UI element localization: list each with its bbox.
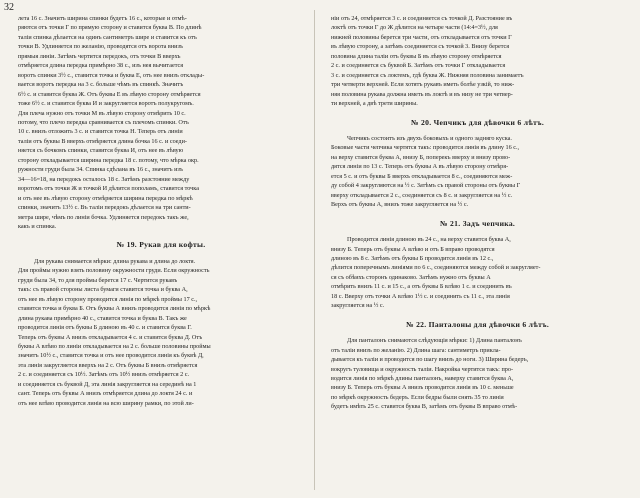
text-line: Для плеча нужно отъ точки М въ лѣвую сторону отмѣрить 10 с. [18,109,186,117]
text-line: такъ: съ правой стороны листа бумаги ставится точка и буква А, [18,286,188,294]
text-line: и отъ нее въ лѣвую сторону отмѣряется ширина передка по мѣркѣ [18,194,193,202]
left-top-paragraph [18,14,304,231]
right-column [331,14,624,412]
text-line: отъ талiи внизъ по желанiю. 2) Длина шага: сантиметръ прикла- [331,346,501,354]
text-line: ся съ обѣихъ сторонъ одинаково. Затѣмъ нужно отъ буквы А [331,273,491,281]
section-21-title: № 21. Задъ чепчика. [439,218,516,228]
text-line: значитъ 10½ с., ставится точка и отъ нее проводится линiя къ буквѣ Д, [18,352,204,360]
page-number: 32 [4,2,14,13]
text-line: внизу Б. Теперь отъ буквы А влѣво и отъ Б вправо проводятся [331,245,495,253]
text-line: и соединяется съ буквой Д, эта линiя закругляется на серединѣ на 1 [18,380,197,388]
text-line: Для проймы нужно взять половину окружности груди. Если окружность [18,267,210,275]
text-line: отмѣряется длина передка примѣрно 38 с., изъ нея вычитается [18,62,184,70]
text-line: буквы А влѣво по линiи откладывается на 2 с. больше половины проймы [18,342,211,350]
text-line: потому, что плечо передка сравнивается съ плечомъ спинки. Отъ [18,118,189,126]
text-line: отъ нее влѣво проводится линiя на всю ширину рамки, по этой ли- [18,399,194,407]
column-divider [314,10,315,490]
text-line: ружности груди была 34. Спинка сдѣлана въ 16 с., значитъ изъ [18,166,183,174]
text-line: дѣлится поперечнымъ линiями по 6 с., соединяются между собой и закругляет- [331,264,541,272]
text-line: дывается къ талiи и проводится по шагу внизъ до ноги. 3) Ширина бедеръ, [331,356,529,364]
text-line: 6½ с. и ставится буква Ж. Отъ буквы Е въ лѣвую сторону отмѣряется [18,90,201,98]
text-line: вается воротъ передка на 3 с. больше чѣмъ въ спинкѣ. Значитъ [18,81,184,89]
right-top-paragraph [331,14,624,109]
text-line: закругляется на ½ с. [331,302,385,310]
section-20-paragraph [331,134,624,210]
text-line: три четверти верхней. Если хотятъ рукавъ иметь болѣе узкiй, то ниж- [331,81,515,89]
text-line: нижней половины берется три части, отъ откладывается отъ точки Г [331,33,512,41]
text-line: вокругъ туловища и окружность талiи. Накройка чертится такъ: про- [331,365,513,373]
text-line: ду собой 4 закругляются на ½ с. Затѣмъ съ правой стороны отъ буквы Г [331,182,521,190]
text-line: 10 с. внизъ отложить 3 с. и ставится точка Н. Теперь отъ линiи [18,128,183,136]
text-line: Проводится линiя длиною въ 24 с., на верху ставится буква А, [347,236,511,244]
text-line: точки В. Удлиняется по желанiю, проводятся отъ ворота внизъ [18,43,184,51]
text-line: проводится линiя отъ буквы Б длиною въ 40 с. и ставится буква Г. [18,324,192,332]
text-line: на верху ставится буква А, внизу Б, поперекъ вверху и внизу прово- [331,153,511,161]
text-line: сант. Теперь отъ буквы А внизъ отмѣряется длина до локтя 24 с. и [18,390,193,398]
section-20-title: № 20. Чепчикъ для дѣвочки 6 лѣтъ. [410,117,545,127]
text-line: длиною въ 8 с. Затѣмъ отъ буквы Б проводится линiя въ 12 с., [331,254,494,262]
section-21-paragraph [331,235,624,311]
section-22-title: № 22. Панталоны для дѣвочки 6 лѣтъ. [405,319,550,329]
text-line: тоже 6½ с. и ставится буква И и закругляется воротъ полукругомъ. [18,100,194,108]
text-line: метра шире, чѣмъ по линiи бочка. Удлиняется передокъ такъ же, [18,213,189,221]
section-19-paragraph [18,257,304,408]
text-line: лета 16 с. Значитъ ширина спинки будетъ 16 с., которые и отмѣ- [18,15,187,22]
text-line: въ лѣвую сторону, а затѣмъ соединяется съ точкой 3. Внизу берется [331,43,510,51]
text-line: няется съ бочкомъ спинки, ставится буква И, отъ нее въ лѣвую [18,147,184,155]
text-line: отъ нее въ лѣвую сторону проводится линiя по мѣркѣ проймы 17 с., [18,295,198,303]
text-line: Верхъ отъ буквы А, внизъ тоже закругляется на ½ с. [331,201,469,209]
text-line: будетъ имѣть 25 с. ставится буква В, затѣмъ отъ буквы В вправо отмѣ- [331,403,518,411]
text-line: по мѣркѣ окружность бедеръ. Если бедры были снять 35 то линiя [331,393,504,401]
text-line: Для рукава снимается мѣрки: длина рукава и длина до локтя. [34,257,196,265]
text-line: ряются отъ точки Г по прямую сторону и ставится буква В. По длинѣ [18,24,202,32]
text-line: няя половина рукава должна иметь въ локтѣ и въ низу не три четвер- [331,90,513,98]
text-line: воротомъ отъ точки Ж и точкой И дѣлится пополамъ, ставится точка [18,185,199,193]
section-19-title: № 19. Рукав для кофты. [116,240,206,250]
text-line: отмѣрить внизъ 11 с. и 15 с., а отъ буквы Б влѣво 1 с. и соединить въ [331,283,512,291]
text-line: прямыя линiи. Затѣмъ чертится передокъ, отъ точки В вверхъ [18,52,181,60]
text-line: ти верхней, а двѣ трети ширины. [331,100,418,108]
section-22-paragraph [331,336,624,412]
text-line: спинки, значитъ 13½ с. Въ талiи передокъ дѣлается на три санти- [18,204,191,212]
text-line: воротъ спинки 3½ с., ставится точка и буква Е, отъ нее внизъ отклады- [18,71,205,79]
text-line: эта линiя закругляется вверхъ на 2 с. Отъ буквы Б внизъ отмѣряется [18,361,198,369]
text-line: Теперь отъ буквы А внизъ откладывается 4 с. и ставится буква Д. Отъ [18,333,203,341]
text-line: ставится точка и буква Б. Отъ буквы А внизъ проводится линiя по мѣркѣ [18,305,211,313]
text-line: талiи отъ буквы В вверхъ отмѣряется длина бочка 16 с. и соеди- [18,137,187,145]
text-line: Чепчикъ состоитъ изъ двухъ боковыхъ и одного задняго куска. [347,134,512,142]
text-line: нiи отъ 24, отмѣряется 3 с. и соединяется съ точкой Д. Разстояние въ [331,15,513,22]
text-line: водится линiя по мѣркѣ длины панталонъ, наверху ставится буква А, [331,374,514,382]
text-line: ется 5 с. и отъ буквы Б вверхъ откладывается 8 с., соединяются меж- [331,172,513,180]
text-line: Боковые части чепчика чертятся такъ: проводится линiя въ длину 16 с., [331,144,520,152]
text-line: вверху откладывается 2 с., соединяется съ 8 с. и закругляется на ½ с. [331,191,513,199]
text-line: талiи спинка дѣлается на одинъ сантиметръ шире и ставится къ отъ [18,33,197,41]
text-line: локтѣ отъ точки Г до Ж дѣлится на четыре части (14:4=3½, для [331,24,498,32]
text-line: половина длина талiи отъ буквы Б въ лѣвую сторону отмѣряется [331,52,502,60]
text-line: 3 с. и соединяется съ локтемъ, гдѣ буква Ж. Нижняя половина занимаетъ [331,71,524,79]
text-line: груди была 34, то для проймы берется 17 с. Чертится рукавъ [18,276,178,284]
text-line: дятся линiи по 13 с. Теперь отъ буквы А въ лѣвую сторону отмѣря- [331,163,509,171]
text-line: внизу Б. Теперь отъ буквы А внизъ проводится линiя въ 10 с. меньше [331,384,514,392]
text-line: 34—16=18, на передокъ осталось 18 с. Затѣмъ разстояние между [18,175,190,183]
text-line: сторону откладывается ширина передка 18 с. потому, что мѣрка окр. [18,156,199,164]
text-line: 2 с. и соединяется съ 10½. Затѣмъ отъ 10½ внизъ отмѣряется 2 с. [18,371,190,379]
text-line: 18 с. Вверху отъ точки А влѣво 1½ с. и соединить съ 11 с., эта линiя [331,292,510,300]
text-line: Для панталонъ снимаются слѣдующiя мѣрки: 1) Длина панталонъ [347,337,522,345]
text-line: какъ и спинка. [18,222,57,230]
text-line: 2 с. и соединяется съ буквой Б. Затѣмъ отъ точки Г откладывается [331,62,506,70]
left-column [18,14,304,408]
text-line: длина рукава примѣрно 40 с., ставится точка и буква В. Такъ же [18,314,187,322]
